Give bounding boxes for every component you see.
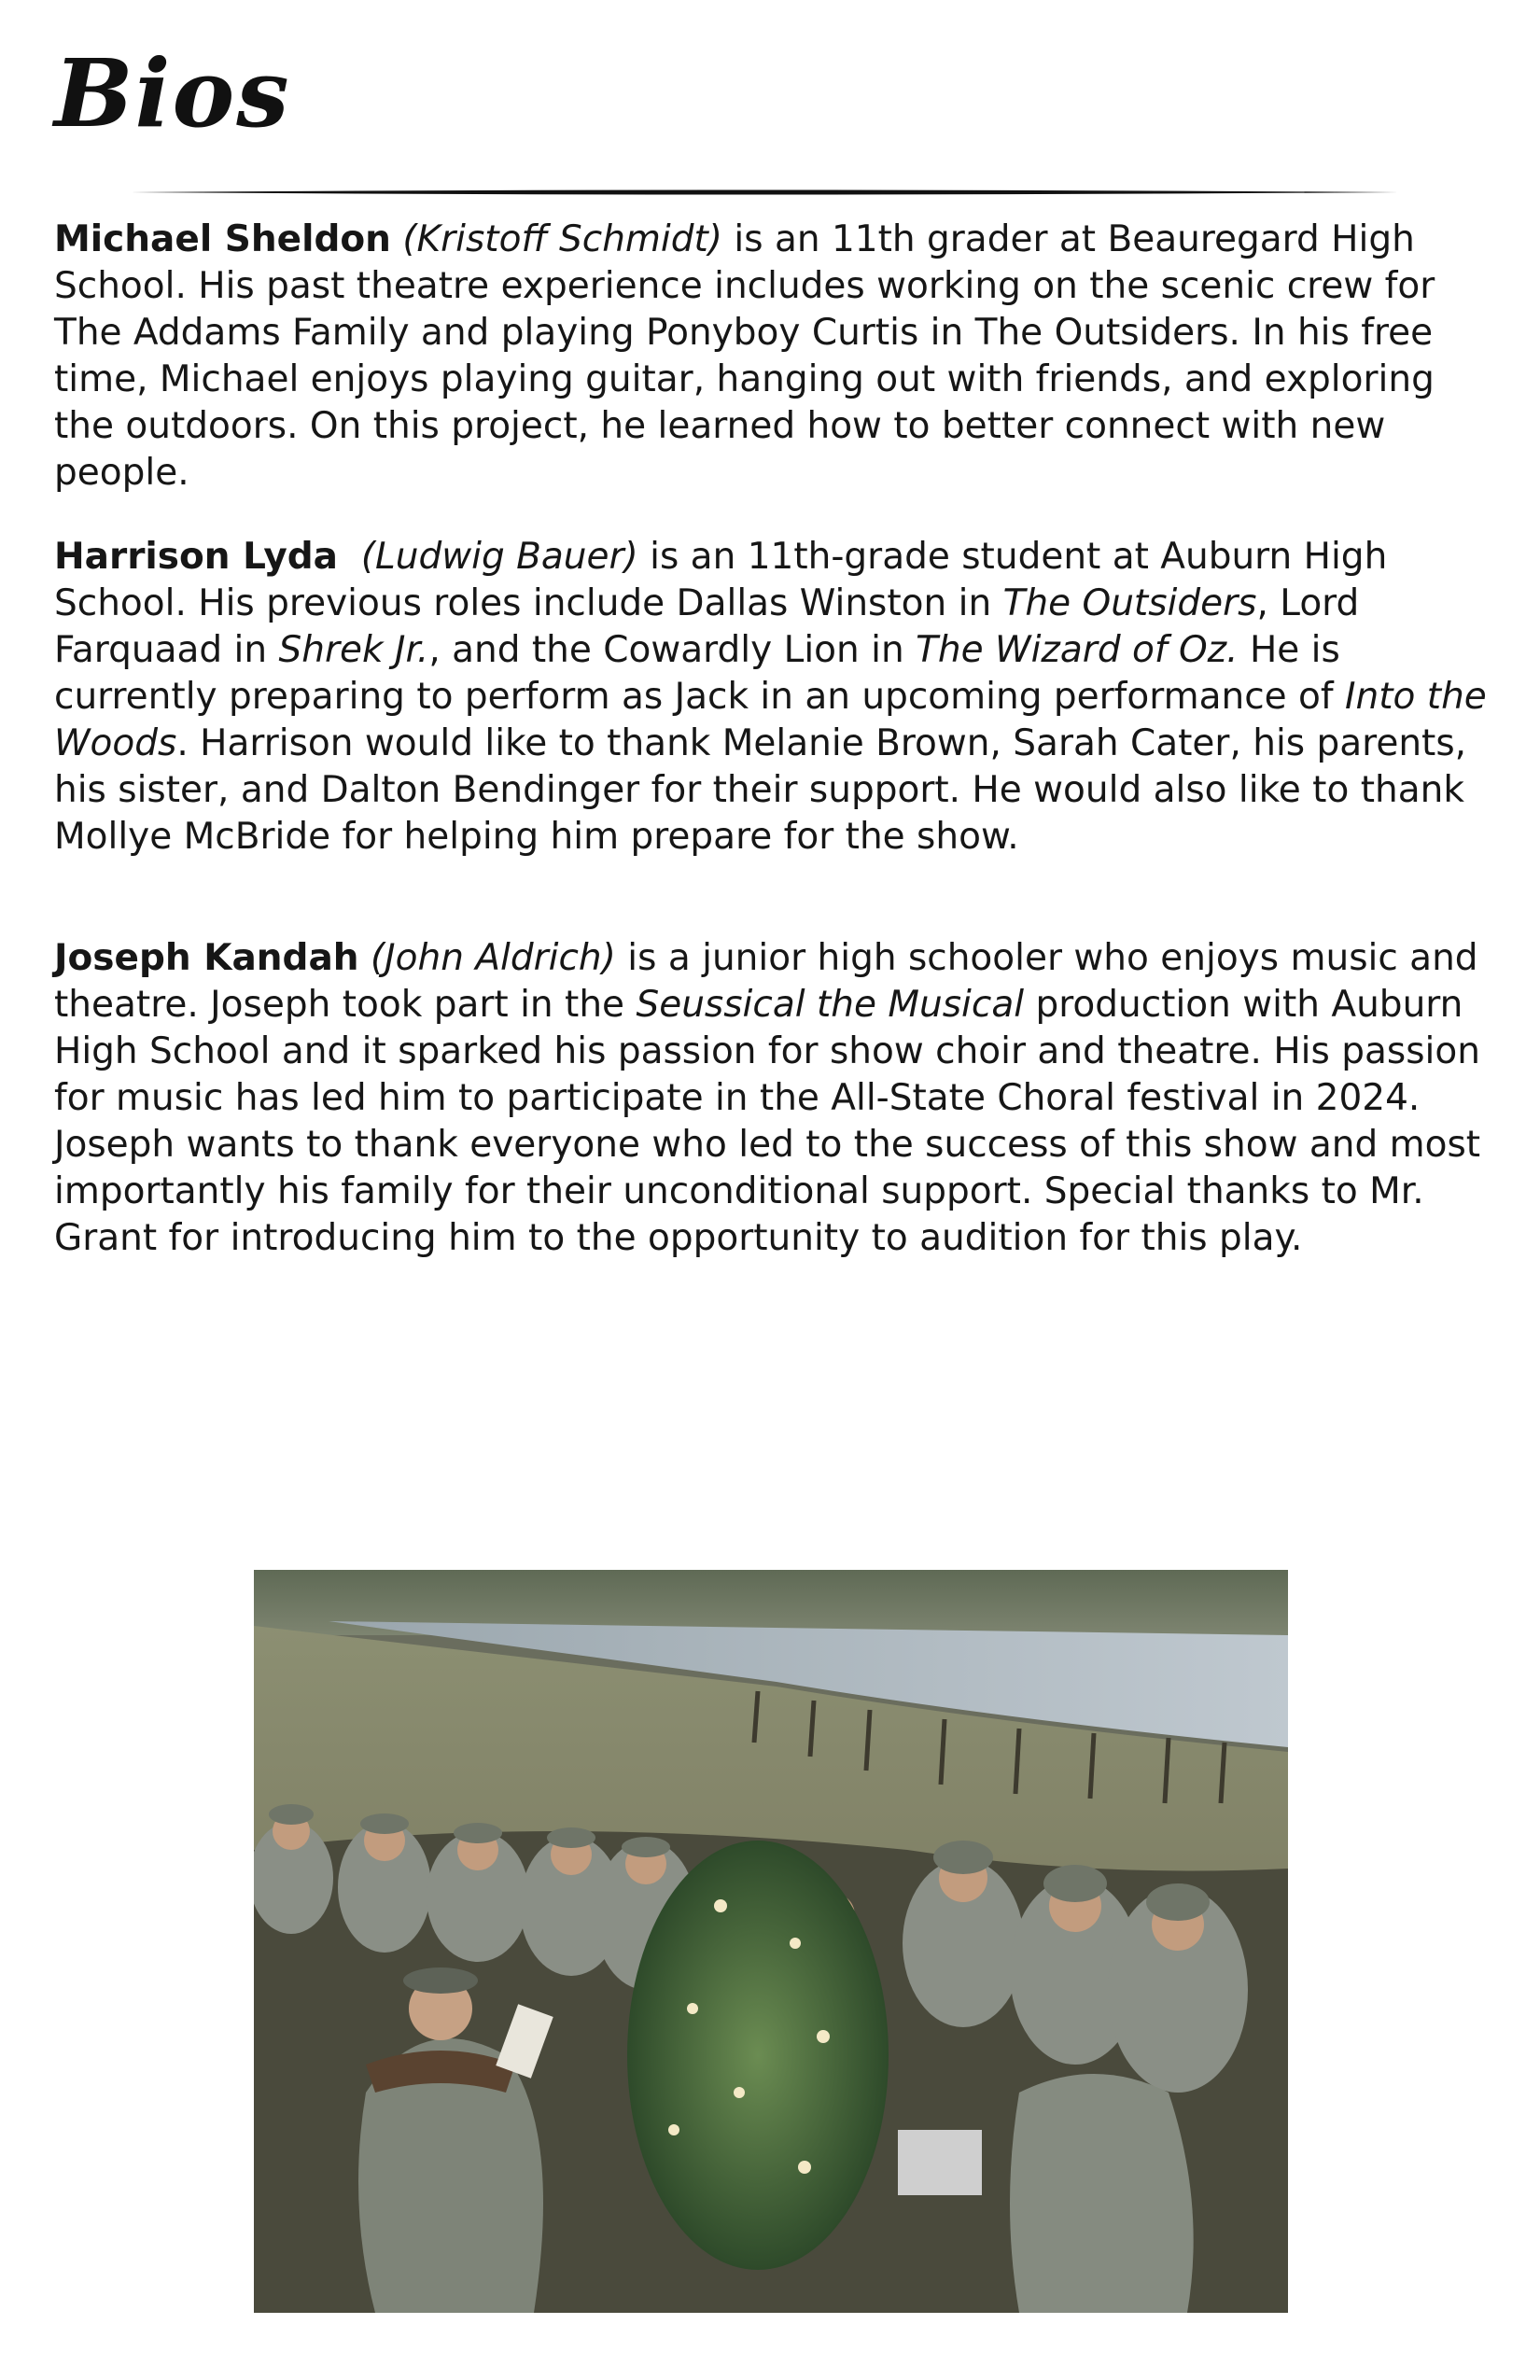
page-title: Bios: [54, 38, 291, 148]
bio-work-title: Shrek Jr.: [278, 629, 429, 671]
bio-text: is an 11th-grade student at Auburn High School. His previous roles include Dallas Winston in: [54, 536, 1388, 624]
bio-harrison-lyda: [54, 534, 1496, 861]
bio-joseph-kandah: [54, 935, 1496, 1262]
trench-photo: [254, 1570, 1288, 2313]
bio-role: (John Aldrich): [370, 937, 616, 979]
trench-photo-illustration: [254, 1570, 1288, 2313]
bio-text: production with Auburn High School and it sparked his passion for show choir and theatre. His passion for music has led him to participate in the All-State Choral festival in 2024. Joseph wants to thank everyone who led to the success of this show and most importantly his family for their unconditional support. Special thanks to Mr. Grant for introducing him to the opportunity to audition for this play.: [54, 984, 1481, 1259]
bios-section: [54, 217, 1496, 1262]
bio-text: , and the Cowardly Lion in: [428, 629, 917, 671]
bio-name: Michael Sheldon: [54, 218, 391, 260]
bio-work-title: The Outsiders: [1002, 582, 1257, 624]
bio-role: (Ludwig Bauer): [360, 536, 638, 578]
bio-work-title: Seussical the Musical: [636, 984, 1025, 1026]
bio-text: He is currently preparing to perform as Jack in an upcoming performance of: [54, 629, 1346, 718]
bio-work-title: The Wizard of Oz.: [916, 629, 1239, 671]
bio-text: is an 11th grader at Beauregard High School. His past theatre experience includes working on the scenic crew for The Addams Family and playing Ponyboy Curtis in The Outsiders. In his free time, Michael enjoys playing guitar, hanging out with friends, and exploring the outdoors. On this project, he learned how to better connect with new people.: [54, 218, 1435, 494]
bio-text: is a junior high schooler who enjoys music and theatre. Joseph took part in the: [54, 937, 1478, 1026]
bio-name: Harrison Lyda: [54, 536, 339, 578]
title-underline: [131, 189, 1398, 196]
bio-name: Joseph Kandah: [54, 937, 359, 979]
bio-role: (Kristoff Schmidt): [402, 218, 735, 260]
bio-text: . Harrison would like to thank Melanie Brown, Sarah Cater, his parents, his sister, and Dalton Bendinger for their support. He would also like to thank Mollye McBride for helping him prepare for the show.: [54, 722, 1467, 858]
bio-text: , Lord Farquaad in: [54, 582, 1360, 671]
bio-michael-sheldon: [54, 217, 1496, 497]
bio-work-title: Into the Woods: [54, 676, 1487, 764]
